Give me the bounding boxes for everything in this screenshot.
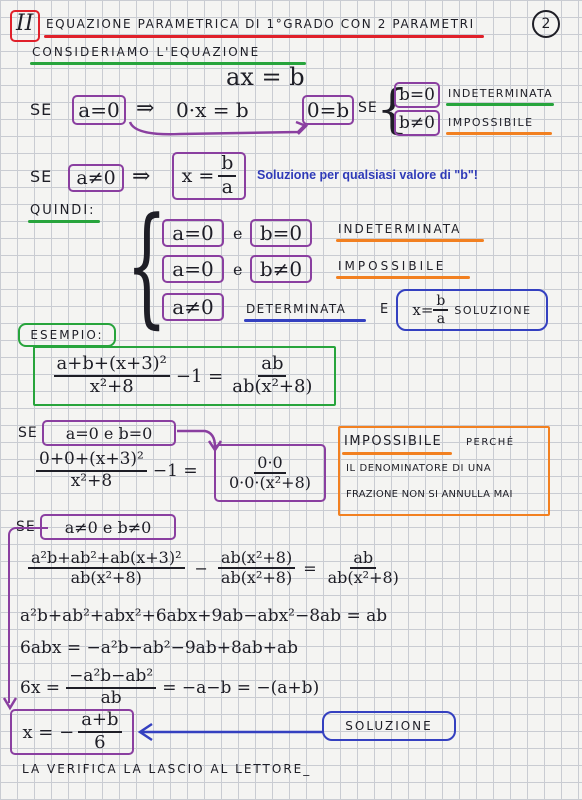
consider-text: CONSIDERIAMO L'EQUAZIONE bbox=[32, 45, 261, 59]
indeterminata-underline bbox=[446, 103, 554, 106]
row3-sol-label: SOLUZIONE bbox=[454, 303, 532, 317]
example-rhs bbox=[229, 354, 315, 397]
ex2-line4-den: ab bbox=[100, 688, 122, 708]
ex2-line2: a²b+ab²+abx²+6abx+9ab−abx²−8ab = ab bbox=[20, 606, 388, 626]
case2-arrow: ⇒ bbox=[132, 164, 151, 189]
case1-b-zero: b=0 bbox=[399, 85, 435, 105]
ex2-cond: a≠0 e b≠0 bbox=[64, 517, 152, 537]
quindi-underline bbox=[28, 220, 100, 223]
row2-a: a=0 bbox=[172, 257, 214, 281]
example-lhs-den: x²+8 bbox=[89, 376, 134, 397]
ex1-rhs-num: 0·0 bbox=[254, 454, 285, 474]
row1-label: INDETERMINATA bbox=[338, 222, 462, 236]
page-number bbox=[532, 10, 560, 38]
solution-label: SOLUZIONE bbox=[345, 719, 433, 733]
case2-num: b bbox=[218, 153, 236, 177]
ex1-equation bbox=[36, 447, 204, 495]
example-lhs-num: a+b+(x+3)² bbox=[54, 354, 170, 377]
impossibile-underline bbox=[446, 132, 552, 135]
ex1-rhs bbox=[226, 454, 314, 493]
ex2-den2: ab(x²+8) bbox=[220, 568, 293, 587]
case1-se: SE bbox=[30, 100, 53, 119]
ex2-line3: 6abx = −a²b−ab²−9ab+8ab+ab bbox=[20, 638, 299, 658]
case1-arrow: ⇒ bbox=[136, 96, 155, 121]
row3-and: E bbox=[380, 302, 390, 317]
case1-brace: { bbox=[376, 80, 410, 140]
footer-note: LA VERIFICA LA LASCIO AL LETTORE_ bbox=[22, 762, 312, 776]
ex2-line4-lhs: 6x = bbox=[20, 678, 61, 698]
ex2-den3: ab(x²+8) bbox=[327, 568, 399, 587]
ex1-box-text2: IL DENOMINATORE DI UNA bbox=[346, 463, 492, 474]
case1-b-nonzero: b≠0 bbox=[399, 113, 435, 133]
ex1-lhs-den: x²+8 bbox=[70, 471, 113, 491]
row1-a-box bbox=[162, 219, 224, 247]
page-title: EQUAZIONE PARAMETRICA DI 1°GRADO CON 2 PARAMETRI bbox=[46, 17, 475, 31]
ex1-minus-one: −1 = bbox=[152, 461, 198, 481]
solution-label-box bbox=[322, 711, 456, 741]
case1-a-zero-box bbox=[72, 95, 126, 125]
row3-label: DETERMINATA bbox=[246, 302, 347, 316]
case2-fraction bbox=[218, 153, 236, 199]
ex1-lhs-num: 0+0+(x+3)² bbox=[36, 450, 147, 472]
ex1-se: SE bbox=[18, 425, 38, 441]
ex1-box-title: IMPOSSIBILE bbox=[344, 434, 443, 449]
ex2-den1: ab(x²+8) bbox=[70, 568, 142, 587]
ex1-cond-box bbox=[42, 420, 176, 446]
row3-sol-x: x= bbox=[412, 301, 434, 319]
row2-b-box bbox=[250, 255, 312, 283]
ex2-line4-frac bbox=[66, 667, 156, 708]
row3-solution-box bbox=[396, 289, 548, 331]
ex1-lhs bbox=[36, 450, 147, 491]
solution-arrow bbox=[134, 720, 326, 744]
row2-underline bbox=[336, 276, 470, 279]
example-label: ESEMPIO: bbox=[30, 328, 104, 342]
ex2-frac1 bbox=[28, 549, 185, 588]
case1-impossibile: IMPOSSIBILE bbox=[448, 116, 534, 129]
ex2-num2: ab(x²+8) bbox=[218, 549, 295, 569]
final-num: a+b bbox=[78, 710, 121, 733]
row2-and: e bbox=[233, 260, 243, 279]
row1-b: b=0 bbox=[259, 221, 303, 245]
ex2-num1: a²b+ab²+ab(x+3)² bbox=[28, 549, 185, 569]
case1-substituted: 0·x = b bbox=[176, 98, 249, 122]
case2-se: SE bbox=[30, 167, 53, 186]
ex2-line1 bbox=[28, 538, 402, 598]
ex2-minus: − bbox=[194, 558, 208, 578]
ex2-se: SE bbox=[16, 519, 36, 535]
example-label-box bbox=[18, 323, 116, 347]
final-x: x = − bbox=[22, 721, 75, 743]
page-number-text: 2 bbox=[541, 16, 551, 32]
row1-b-box bbox=[250, 219, 312, 247]
row2-label: IMPOSSIBILE bbox=[338, 259, 447, 273]
summary-brace: { bbox=[126, 189, 168, 341]
case2-solution-box bbox=[172, 152, 246, 200]
case2-note: Soluzione per qualsiasi valore di "b"! bbox=[257, 168, 478, 182]
case1-b-nonzero-box bbox=[394, 110, 440, 136]
quindi-label: QUINDI: bbox=[30, 203, 96, 218]
ex2-eq: = bbox=[303, 558, 317, 578]
ex2-line4-rhs: = −a−b = −(a+b) bbox=[162, 678, 320, 698]
ex1-box-text3: FRAZIONE NON SI ANNULLA MAI bbox=[346, 489, 513, 500]
case1-b-zero-box bbox=[394, 82, 440, 108]
ex1-box-title-underline bbox=[342, 452, 452, 455]
ex1-cond: a=0 e b=0 bbox=[65, 423, 153, 443]
case1-a-zero: a=0 bbox=[78, 98, 120, 122]
example-rhs-den: ab(x²+8) bbox=[232, 376, 313, 397]
row3-sol-den: a bbox=[436, 311, 446, 327]
case1-result: 0=b bbox=[306, 98, 350, 122]
example-lhs bbox=[54, 354, 170, 397]
case2-a-nonzero-box bbox=[68, 164, 124, 192]
ex1-box-text1: PERCHÉ bbox=[466, 437, 515, 448]
example-rhs-num: ab bbox=[258, 354, 286, 377]
final-fraction bbox=[78, 710, 121, 753]
row3-sol-num: b bbox=[433, 293, 448, 311]
ex2-frac2 bbox=[218, 549, 295, 588]
ex2-cond-box bbox=[40, 514, 176, 540]
row3-a: a≠0 bbox=[172, 295, 214, 319]
ex2-line4 bbox=[20, 664, 319, 712]
row1-underline bbox=[336, 239, 484, 242]
ex2-num3: ab bbox=[350, 549, 376, 569]
final-den: 6 bbox=[94, 732, 106, 753]
main-equation: ax = b bbox=[226, 63, 305, 91]
example-equation-box bbox=[33, 346, 336, 406]
title-underline bbox=[44, 35, 484, 38]
row1-a: a=0 bbox=[172, 221, 214, 245]
case1-connector-arrow bbox=[120, 118, 320, 142]
final-solution-box bbox=[10, 709, 134, 755]
row3-sol-fraction bbox=[433, 293, 448, 327]
roman-numeral: II bbox=[16, 11, 34, 36]
row3-a-box bbox=[162, 293, 224, 321]
row3-underline bbox=[244, 319, 366, 322]
ex2-line4-num: −a²b−ab² bbox=[66, 667, 156, 689]
row2-a-box bbox=[162, 255, 224, 283]
case2-x-eq: x = bbox=[181, 165, 215, 187]
case1-se2: SE bbox=[358, 100, 378, 116]
case2-a-nonzero: a≠0 bbox=[76, 167, 116, 189]
row2-b: b≠0 bbox=[259, 257, 303, 281]
row1-and: e bbox=[233, 224, 243, 243]
case1-indeterminata: INDETERMINATA bbox=[448, 87, 553, 100]
example-minus-one: −1 = bbox=[175, 365, 224, 387]
case2-den: a bbox=[221, 176, 233, 198]
ex1-rhs-den: 0·0·(x²+8) bbox=[228, 473, 312, 492]
ex1-rhs-box bbox=[214, 444, 326, 502]
ex2-frac3 bbox=[325, 549, 402, 588]
